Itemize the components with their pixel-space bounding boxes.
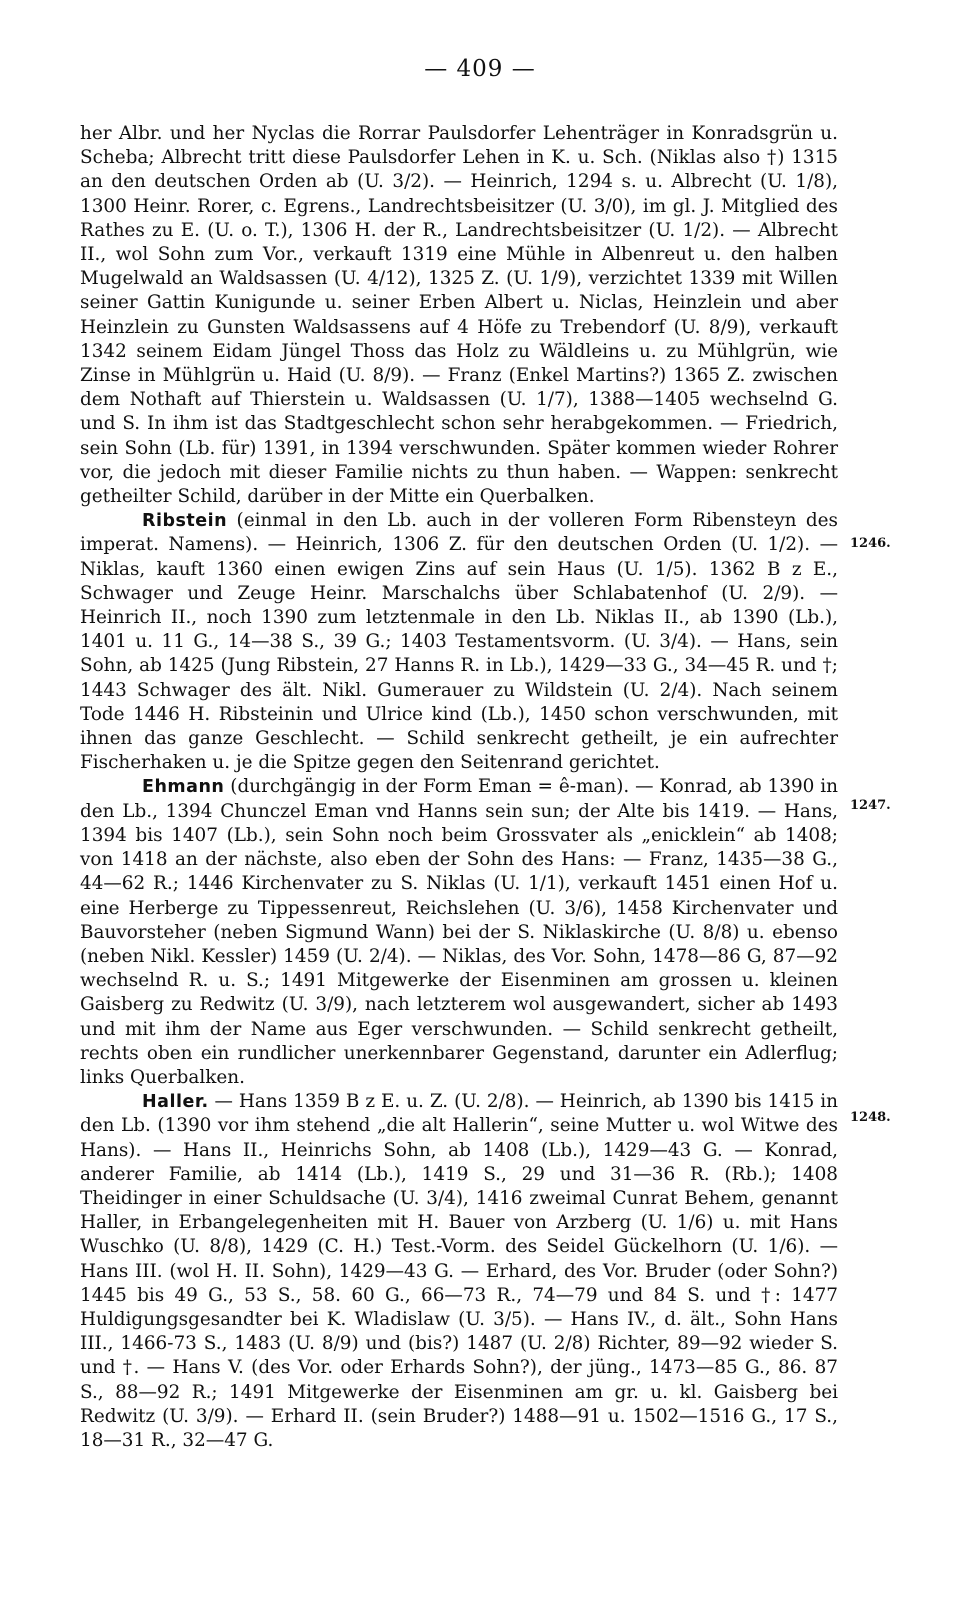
main-text	[80, 122, 838, 1453]
paragraph-haller	[80, 1090, 838, 1453]
entry-heading-haller: Haller.	[142, 1092, 209, 1113]
entry-text-haller: — Hans 1359 B z E. u. Z. (U. 2/8). — Heinrich, ab 1390 bis 1415 in den Lb. (1390 vor ihm stehend „die alt Hallerin“, seine Mutter u. wol Witwe des Hans). — Hans II., Heinrichs Sohn, ab 1408 (Lb.), 1429—43 G. — Konrad, anderer Familie, ab 1414 (Lb.), 1419 S., 29 und 31—36 R. (Rb.); 1408 Theidinger in einer Schuldsache (U. 3/4), 1416 zweimal Cunrat Behem, genannt Haller, in Erbangelegenheiten mit H. Bauer von Arzberg (U. 1/6) u. mit Hans Wuschko (U. 8/8), 1429 (C. H.) Test.-Vorm. des Seidel Gückelhorn (U. 1/6). — Hans III. (wol H. II. Sohn), 1429—43 G. — Erhard, des Vor. Bruder (oder Sohn?) 1445 bis 49 G., 53 S., 58. 60 G., 66—73 R., 74—79 und 84 S. und †: 1477 Huldigungsgesandter bei K. Wladislaw (U. 3/5). — Hans IV., d. ält., Sohn Hans III., 1466-73 S., 1483 (U. 8/9) und (bis?) 1487 (U. 2/8) Richter, 89—92 wieder S. und †. — Hans V. (des Vor. oder Erhards Sohn?), der jüng., 1473—85 G., 86. 87 S., 88—92 R.; 1491 Mitgewerke der Eisenminen am gr. u. kl. Gaisberg bei Redwitz (U. 3/9). — Erhard II. (sein Bruder?) 1488—91 u. 1502—1516 G., 17 S., 18—31 R., 32—47 G.	[80, 1091, 838, 1451]
entry-heading-ribstein: Ribstein	[142, 511, 228, 532]
entry-heading-ehmann: Ehmann	[142, 777, 225, 798]
entry-text-ribstein: (einmal in den Lb. auch in der volleren Form Ribensteyn des imperat. Namens). — Heinrich, 1306 Z. für den deutschen Orden (U. 1/2). — Niklas, kauft 1360 einen ewigen Zins auf sein Haus (U. 1/5). 1362 B z E., Schwager und Zeuge Heinr. Marschalchs über Schlabatenhof (U. 2/9). — Heinrich II., noch 1390 zum letztenmale in den Lb. Niklas II., ab 1390 (Lb.), 1401 u. 11 G., 14—38 S., 39 G.; 1403 Testamentsvorm. (U. 3/4). — Hans, sein Sohn, ab 1425 (Jung Ribstein, 27 Hanns R. in Lb.), 1429—33 G., 34—45 R. und †; 1443 Schwager des ält. Nikl. Gumerauer zu Wildstein (U. 2/4). Nach seinem Tode 1446 H. Ribsteinin und Ulrice kind (Lb.), 1450 schon verschwunden, mit ihnen das ganze Geschlecht. — Schild senkrecht getheilt, je ein aufrechter Fischerhaken u. je die Spitze gegen den Seitenrand gerichtet.	[80, 510, 838, 774]
paragraph-ehmann	[80, 775, 838, 1090]
paragraph-rorrar: her Albr. und her Nyclas die Rorrar Paulsdorfer Lehenträger in Konradsgrün u. Scheba; Albrecht tritt diese Paulsdorfer Lehen in K. u. Sch. (Niklas also †) 1315 an den deutschen Orden ab (U. 3/2). — Heinrich, 1294 s. u. Albrecht (U. 1/8), 1300 Heinr. Rorer, c. Egrens., Landrechtsbeisitzer (U. 3/0), im gl. J. Mitglied des Rathes zu E. (U. o. T.), 1306 H. der R., Landrechtsbeisitzer (U. 1/2). — Albrecht II., wol Sohn zum Vor., verkauft 1319 eine Mühle in Albenreut u. den halben Mugelwald an Waldsassen (U. 4/12), 1325 Z. (U. 1/9), verzichtet 1339 mit Willen seiner Gattin Kunigunde u. seiner Erben Albert u. Niclas, Heinzlein und aber Heinzlein zu Gunsten Waldsassens auf 4 Höfe zu Trebendorf (U. 8/9), verkauft 1342 seinem Eidam Jüngel Thoss das Holz zu Wäldleins u. zu Mühlgrün, wie Zinse in Mühlgrün u. Haid (U. 8/9). — Franz (Enkel Martins?) 1365 Z. zwischen dem Nothaft auf Thierstein u. Waldsassen (U. 1/7), 1388—1405 wechselnd G. und S. In ihm ist das Stadtgeschlecht schon sehr herabgekommen. — Friedrich, sein Sohn (Lb. für) 1391, in 1394 verschwunden. Später kommen wieder Rohrer vor, die jedoch mit dieser Familie nichts zu thun haben. — Wappen: senkrecht getheilter Schild, darüber in der Mitte ein Querbalken.	[80, 123, 838, 508]
page-number: — 409 —	[424, 56, 536, 82]
paragraph-ribstein	[80, 509, 838, 775]
entry-text-ehmann: (durchgängig in der Form Eman = ê-man). — Konrad, ab 1390 in den Lb., 1394 Chunczel Eman vnd Hanns sein sun; der Alte bis 1419. — Hans, 1394 bis 1407 (Lb.), sein Sohn noch beim Grossvater als „enicklein“ ab 1408; von 1418 an der nächste, also eben der Sohn des Hans: — Franz, 1435—38 G., 44—62 R.; 1446 Kirchenvater zu S. Niklas (U. 1/1), verkauft 1451 einen Hof u. eine Herberge zu Tippessenreut, Reichslehen (U. 3/6), 1458 Kirchenvater und Bauvorsteher (neben Sigmund Wann) bei der S. Niklaskirche (U. 8/8) u. ebenso (neben Nikl. Kessler) 1459 (U. 2/4). — Niklas, des Vor. Sohn, 1478—86 G, 87—92 wechselnd R. u. S.; 1491 Mitgewerke der Eisenminen am grossen u. kleinen Gaisberg zu Redwitz (U. 3/9), nach letzterem wol ausgewandert, sicher ab 1493 und mit ihm der Name aus Eger verschwunden. — Schild senkrecht getheilt, rechts oben ein rundlicher unerkennbarer Gegenstand, darunter ein Adlerflug; links Querbalken.	[80, 776, 838, 1088]
margin-number: 1246.	[850, 536, 891, 551]
margin-number: 1247.	[850, 798, 891, 813]
margin-number: 1248.	[850, 1110, 891, 1125]
